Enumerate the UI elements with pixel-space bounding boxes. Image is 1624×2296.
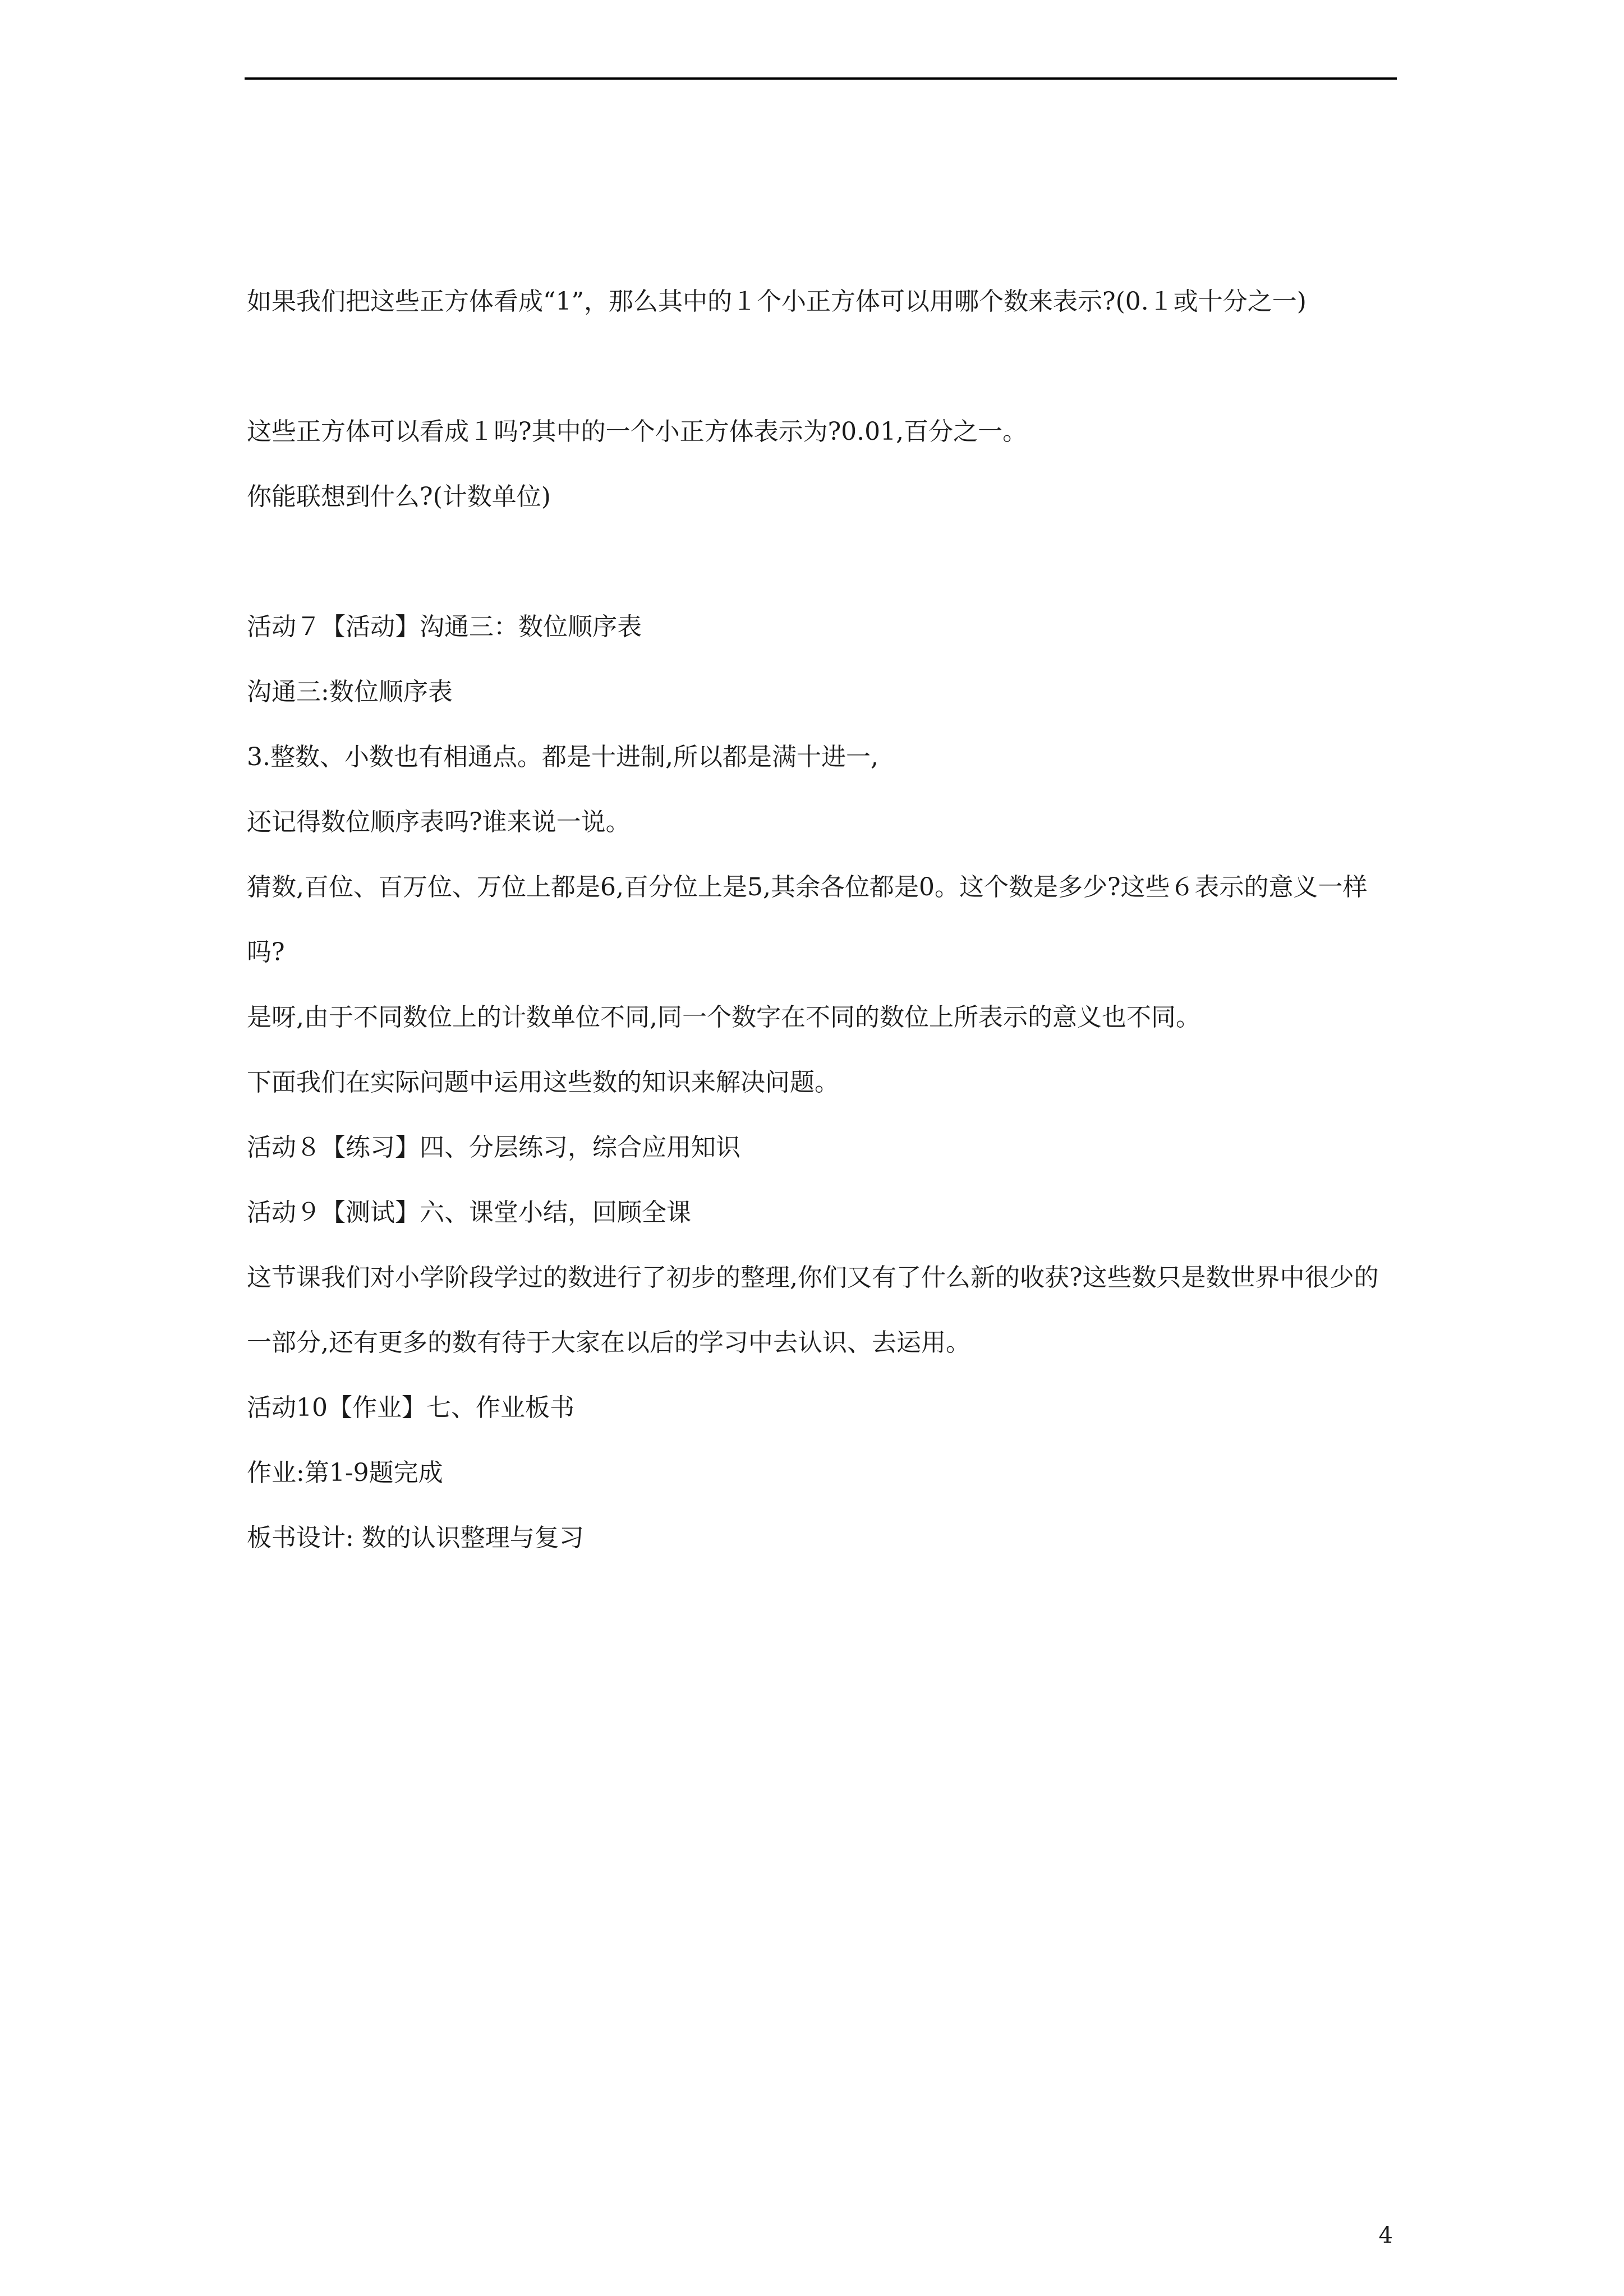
paragraph: 还记得数位顺序表吗?谁来说一说。 <box>247 808 631 836</box>
activity-heading: 活动７【活动】沟通三：数位顺序表 <box>247 613 642 641</box>
document-body <box>247 269 1397 1571</box>
activity-heading: 活动８【练习】四、分层练习，综合应用知识 <box>247 1133 740 1162</box>
paragraph: 下面我们在实际问题中运用这些数的知识来解决问题。 <box>247 1068 839 1097</box>
paragraph: 这节课我们对小学阶段学过的数进行了初步的整理,你们又有了什么新的收获?这些数只是数世界中很少的一部分,还有更多的数有待于大家在以后的学习中去认识、去运用。 <box>247 1263 1379 1357</box>
header-rule <box>245 77 1397 80</box>
page-number: 4 <box>1378 2223 1393 2248</box>
activity-heading: 活动９【测试】六、课堂小结，回顾全课 <box>247 1198 691 1227</box>
activity-heading: 活动10【作业】七、作业板书 <box>247 1393 574 1422</box>
paragraph: 板书设计: 数的认识整理与复习 <box>247 1524 584 1552</box>
paragraph: 你能联想到什么?(计数单位) <box>247 482 551 511</box>
paragraph: 沟通三:数位顺序表 <box>247 678 453 706</box>
paragraph: 作业:第1-9题完成 <box>247 1458 443 1487</box>
paragraph: 猜数,百位、百万位、万位上都是6,百分位上是5,其余各位都是0。这个数是多少?这些６表示的意义一样吗? <box>247 873 1368 967</box>
paragraph: 3.整数、小数也有相通点。都是十进制,所以都是满十进一, <box>247 743 878 771</box>
paragraph: 是呀,由于不同数位上的计数单位不同,同一个数字在不同的数位上所表示的意义也不同。 <box>247 1003 1200 1032</box>
paragraph-gap <box>247 334 1397 399</box>
paragraph-gap <box>247 530 1397 595</box>
paragraph: 如果我们把这些正方体看成“1”，那么其中的１个小正方体可以用哪个数来表示?(0.１或十分之一) <box>247 287 1306 316</box>
paragraph: 这些正方体可以看成１吗?其中的一个小正方体表示为?0.01,百分之一。 <box>247 417 1028 446</box>
